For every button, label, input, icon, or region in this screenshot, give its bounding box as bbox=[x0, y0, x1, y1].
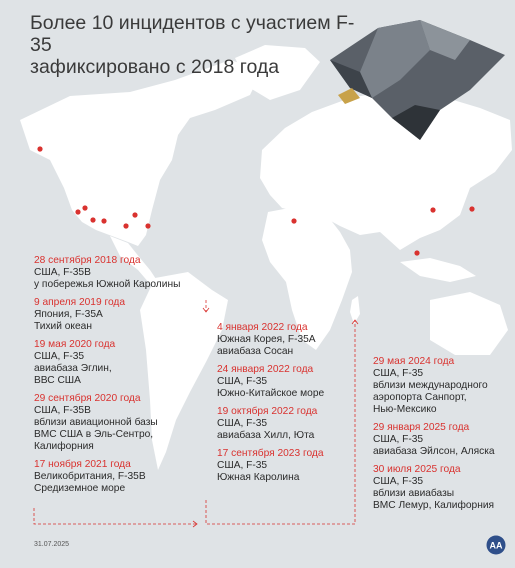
incident-entry bbox=[217, 406, 357, 442]
incident-line: США, F-35 bbox=[373, 368, 424, 379]
incident-date: 17 ноября 2021 года bbox=[34, 459, 131, 470]
incident-marker bbox=[101, 218, 106, 223]
incident-entry bbox=[373, 422, 513, 458]
title-line-1: Более 10 инцидентов с участием F-35 bbox=[30, 12, 355, 56]
incident-entry bbox=[373, 464, 513, 512]
incident-entry bbox=[217, 364, 357, 400]
incident-marker bbox=[90, 217, 95, 222]
incident-line: авиабаза Эглин, bbox=[34, 363, 112, 374]
incident-marker bbox=[37, 146, 42, 151]
incident-line: ВМС США в Эль-Сентро, bbox=[34, 429, 154, 440]
incident-line: США, F-35 bbox=[373, 476, 424, 487]
incident-line: США, F-35 bbox=[217, 418, 268, 429]
north-america-landmass bbox=[20, 60, 262, 246]
incident-entry bbox=[34, 459, 204, 495]
incident-line: у побережья Южной Каролины bbox=[34, 279, 181, 290]
incident-line: вблизи авиационной базы bbox=[34, 417, 158, 428]
incident-line: Калифорния bbox=[34, 441, 94, 452]
incident-date: 19 октября 2022 года bbox=[217, 406, 318, 417]
incident-date: 19 мая 2020 года bbox=[34, 339, 116, 350]
flow-arrow bbox=[34, 508, 196, 524]
incident-column-2 bbox=[217, 322, 357, 490]
incident-line: Южная Каролина bbox=[217, 472, 300, 483]
incident-entry bbox=[34, 297, 204, 333]
incident-line: Тихий океан bbox=[34, 321, 92, 332]
incident-line: аэропорта Санпорт, bbox=[373, 392, 467, 403]
incident-entry bbox=[34, 255, 204, 291]
incident-date: 28 сентября 2018 года bbox=[34, 255, 141, 266]
incident-column-1 bbox=[34, 255, 204, 501]
incident-line: США, F-35B bbox=[34, 267, 91, 278]
incident-line: США, F-35 bbox=[217, 376, 268, 387]
incident-marker bbox=[75, 209, 80, 214]
incident-date: 4 января 2022 года bbox=[217, 322, 308, 333]
incident-column-3 bbox=[373, 356, 513, 518]
svg-text:AA: AA bbox=[489, 540, 503, 551]
incident-line: США, F-35B bbox=[34, 405, 91, 416]
incident-line: Средиземное море bbox=[34, 483, 126, 494]
incident-date: 30 июля 2025 года bbox=[373, 464, 461, 475]
incident-marker bbox=[414, 250, 419, 255]
australia-landmass bbox=[430, 292, 508, 355]
incident-marker bbox=[469, 206, 474, 211]
incident-date: 24 января 2022 года bbox=[217, 364, 314, 375]
incident-line: США, F-35 bbox=[34, 351, 85, 362]
incident-line: авиабаза Сосан bbox=[217, 346, 294, 357]
incident-date: 17 сентября 2023 года bbox=[217, 448, 324, 459]
incident-date: 29 января 2025 года bbox=[373, 422, 470, 433]
incident-line: авиабаза Эйлсон, Аляска bbox=[373, 446, 495, 457]
incident-line: Великобритания, F-35B bbox=[34, 471, 146, 482]
incident-entry bbox=[217, 322, 357, 358]
incident-date: 29 сентября 2020 года bbox=[34, 393, 141, 404]
incident-date: 9 апреля 2019 года bbox=[34, 297, 126, 308]
incident-marker bbox=[291, 218, 296, 223]
incident-line: США, F-35 bbox=[373, 434, 424, 445]
aa-logo bbox=[486, 535, 506, 555]
page-title bbox=[30, 12, 360, 78]
indonesia-landmass bbox=[400, 258, 476, 282]
incident-marker bbox=[145, 223, 150, 228]
incident-line: Южно-Китайское море bbox=[217, 388, 325, 399]
incident-entry bbox=[34, 339, 204, 387]
incident-line: авиабаза Хилл, Юта bbox=[217, 430, 315, 441]
title-line-2: зафиксировано с 2018 года bbox=[30, 56, 280, 78]
incident-line: вблизи авиабазы bbox=[373, 488, 455, 499]
incident-marker bbox=[132, 212, 137, 217]
incident-marker bbox=[82, 205, 87, 210]
incident-date: 29 мая 2024 года bbox=[373, 356, 455, 367]
incident-line: вблизи международного bbox=[373, 380, 488, 391]
incident-line: ВМС Лемур, Калифорния bbox=[373, 500, 495, 511]
incident-marker bbox=[123, 223, 128, 228]
incident-line: Нью-Мексико bbox=[373, 404, 437, 415]
incident-marker bbox=[430, 207, 435, 212]
incident-entry bbox=[373, 356, 513, 416]
incident-entry bbox=[217, 448, 357, 484]
incident-line: Южная Корея, F-35A bbox=[217, 334, 316, 345]
incident-entry bbox=[34, 393, 204, 453]
incident-line: ВВС США bbox=[34, 375, 81, 386]
incident-line: Япония, F-35A bbox=[34, 309, 103, 320]
publication-date: 31.07.2025 bbox=[34, 541, 70, 548]
incident-line: США, F-35 bbox=[217, 460, 268, 471]
